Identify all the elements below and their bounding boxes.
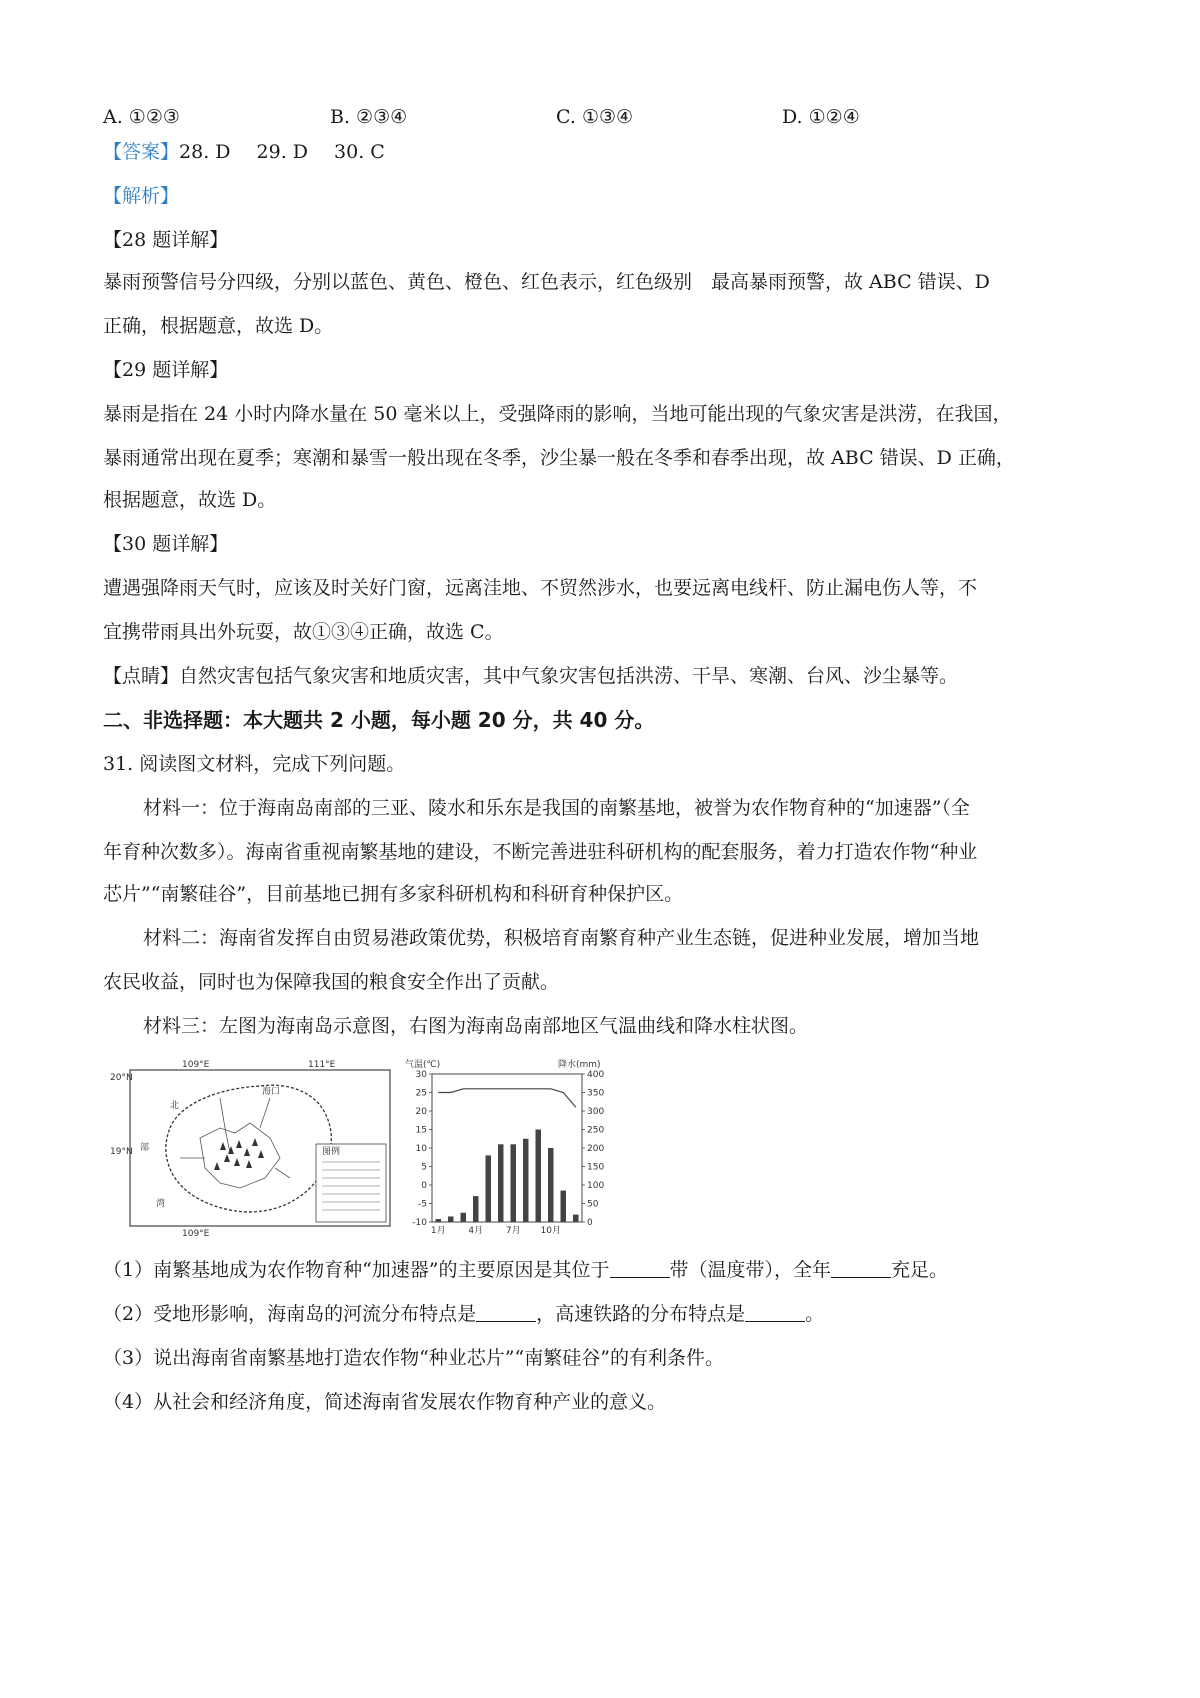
q28-line1: 暴雨预警信号分四级，分别以蓝色、黄色、橙色、红色表示，红色级别 最高暴雨预警，故 ABC 错误、D <box>103 271 990 293</box>
option-b: B. ②③④ <box>330 106 408 128</box>
sub-q1-text-b: 带（温度带），全年 <box>669 1259 832 1281</box>
x-tick-label: 4月 <box>468 1226 484 1236</box>
sub-q1 <box>103 1258 948 1282</box>
temperature-curve <box>438 1089 576 1108</box>
map-wan: 湾 <box>156 1199 166 1209</box>
option-c: C. ①③④ <box>556 106 634 128</box>
y-right-tick-label: 250 <box>587 1125 605 1136</box>
y-right-tick-label: 350 <box>587 1088 605 1099</box>
precip-bar <box>548 1148 554 1222</box>
comment: 【点睛】自然灾害包括气象灾害和地质灾害，其中气象灾害包括洪涝、干旱、寒潮、台风、沙尘暴等。 <box>103 665 959 687</box>
y-left-tick-label: 15 <box>415 1125 427 1136</box>
q29-line3: 根据题意，故选 D。 <box>103 489 277 511</box>
sub-q1-text-c: 充足。 <box>891 1259 949 1281</box>
map-haikou: 海口 <box>262 1087 281 1097</box>
q28-line2: 正确，根据题意，故选 D。 <box>103 315 334 337</box>
precip-bar <box>461 1213 467 1222</box>
map-lon-bottom: 109°E <box>182 1229 210 1238</box>
map-lat-mid: 19°N <box>110 1147 133 1157</box>
answer-29: 29. D <box>256 141 309 163</box>
hainan-map <box>110 1060 390 1238</box>
map-bei: 北 <box>170 1101 180 1111</box>
sub-q2-text-a: （2）受地形影响，海南岛的河流分布特点是 <box>103 1303 477 1325</box>
q31-stem: 31. 阅读图文材料，完成下列问题。 <box>103 753 406 775</box>
precip-bar <box>561 1191 567 1222</box>
y-left-tick-label: 10 <box>415 1144 427 1154</box>
precip-bar <box>498 1144 504 1222</box>
sub-q2-text-b: ，高速铁路的分布特点是 <box>536 1303 746 1325</box>
y-left-tick-label: -10 <box>412 1218 427 1228</box>
material1-line1: 材料一：位于海南岛南部的三亚、陵水和乐东是我国的南繁基地，被誉为农作物育种的“加速器”（全 <box>143 797 970 819</box>
y-right-tick-label: 300 <box>587 1107 605 1117</box>
precip-bar <box>536 1130 542 1223</box>
y-left-tick-label: 30 <box>415 1070 427 1080</box>
map-lon-left: 109°E <box>182 1060 210 1070</box>
y-right-tick-label: 50 <box>587 1199 599 1210</box>
y-left-tick-label: 5 <box>421 1162 427 1173</box>
y-left-tick-label: 0 <box>421 1181 427 1191</box>
y-right-tick-label: 100 <box>587 1181 605 1191</box>
map-bu: 部 <box>140 1143 150 1153</box>
blank-2[interactable] <box>831 1259 891 1278</box>
q28-title: 【28 题详解】 <box>103 229 229 251</box>
y-left-tick-label: 25 <box>415 1088 427 1099</box>
x-tick-label: 7月 <box>505 1226 521 1236</box>
option-d: D. ①②④ <box>782 106 860 128</box>
sub-q4: （4）从社会和经济角度，简述海南省发展农作物育种产业的意义。 <box>103 1391 667 1413</box>
mountain-markers <box>214 1138 264 1170</box>
map-lon-right: 111°E <box>308 1060 336 1070</box>
y-right-tick-label: 200 <box>587 1144 605 1154</box>
material1-line2: 年育种次数多）。海南省重视南繁基地的建设，不断完善进驻科研机构的配套服务，着力打造农作物“种业 <box>103 841 978 863</box>
material3: 材料三：左图为海南岛示意图，右图为海南岛南部地区气温曲线和降水柱状图。 <box>143 1015 809 1037</box>
precip-bar <box>523 1139 529 1222</box>
x-tick-label: 1月 <box>430 1226 446 1236</box>
sub-q2 <box>103 1302 824 1326</box>
answer-line <box>103 140 385 164</box>
y-right-tick-label: 0 <box>587 1218 593 1228</box>
blank-3[interactable] <box>476 1303 536 1322</box>
climate-chart <box>405 1058 604 1236</box>
blank-4[interactable] <box>745 1303 805 1322</box>
q29-title: 【29 题详解】 <box>103 359 229 381</box>
figure-group <box>110 1058 630 1243</box>
precip-bar <box>436 1219 442 1222</box>
q29-line2: 暴雨通常出现在夏季；寒潮和暴雪一般出现在冬季，沙尘暴一般在冬季和春季出现，故 ABC 错误、D 正确， <box>103 447 1015 469</box>
map-lat-top: 20°N <box>110 1073 133 1083</box>
x-tick-label: 10月 <box>540 1226 561 1236</box>
sub-q2-text-c: 。 <box>805 1303 825 1325</box>
q30-line1: 遭遇强降雨天气时，应该及时关好门窗，远离洼地、不贸然涉水，也要远离电线杆、防止漏电伤人等，不 <box>103 577 978 599</box>
q30-title: 【30 题详解】 <box>103 533 229 555</box>
q30-line2: 宜携带雨具出外玩耍，故①③④正确，故选 C。 <box>103 621 504 643</box>
answer-30: 30. C <box>334 141 385 163</box>
precip-bar <box>573 1215 579 1222</box>
y-right-tick-label: 150 <box>587 1162 605 1173</box>
option-a: A. ①②③ <box>103 106 180 128</box>
q29-line1: 暴雨是指在 24 小时内降水量在 50 毫米以上，受强降雨的影响，当地可能出现的气象灾害是洪涝，在我国， <box>103 403 1012 425</box>
map-legend-title: 图例 <box>322 1147 341 1157</box>
sub-q3: （3）说出海南省南繁基地打造农作物“种业芯片”“南繁硅谷”的有利条件。 <box>103 1347 724 1369</box>
y-left-tick-label: -5 <box>418 1199 427 1210</box>
material2-line2: 农民收益，同时也为保障我国的粮食安全作出了贡献。 <box>103 971 560 993</box>
precip-bar <box>511 1144 517 1222</box>
chart-ylabel-right: 降水(mm) <box>558 1060 601 1070</box>
section2-title: 二、非选择题：本大题共 2 小题，每小题 20 分，共 40 分。 <box>103 708 655 732</box>
material1-line3: 芯片”“南繁硅谷”，目前基地已拥有多家科研机构和科研育种保护区。 <box>103 883 684 905</box>
precip-bar <box>473 1196 479 1222</box>
answer-tag: 【答案】 <box>103 141 180 163</box>
figure-svg <box>110 1058 630 1238</box>
material2-line1: 材料二：海南省发挥自由贸易港政策优势，积极培育南繁育种产业生态链，促进种业发展，增加当地 <box>143 927 980 949</box>
island-outline <box>166 1085 332 1212</box>
analysis-tag: 【解析】 <box>103 185 180 207</box>
chart-ylabel-left: 气温(℃) <box>405 1060 441 1070</box>
answer-28: 28. D <box>179 141 231 163</box>
mountain-area <box>200 1123 280 1188</box>
chart-plot-area <box>432 1074 582 1222</box>
blank-1[interactable] <box>610 1259 670 1278</box>
sub-q1-text-a: （1）南繁基地成为农作物育种“加速器”的主要原因是其位于 <box>103 1259 610 1281</box>
precip-bar <box>448 1216 454 1222</box>
y-left-tick-label: 20 <box>415 1107 427 1117</box>
precip-bar <box>486 1155 492 1222</box>
y-right-tick-label: 400 <box>587 1070 605 1080</box>
